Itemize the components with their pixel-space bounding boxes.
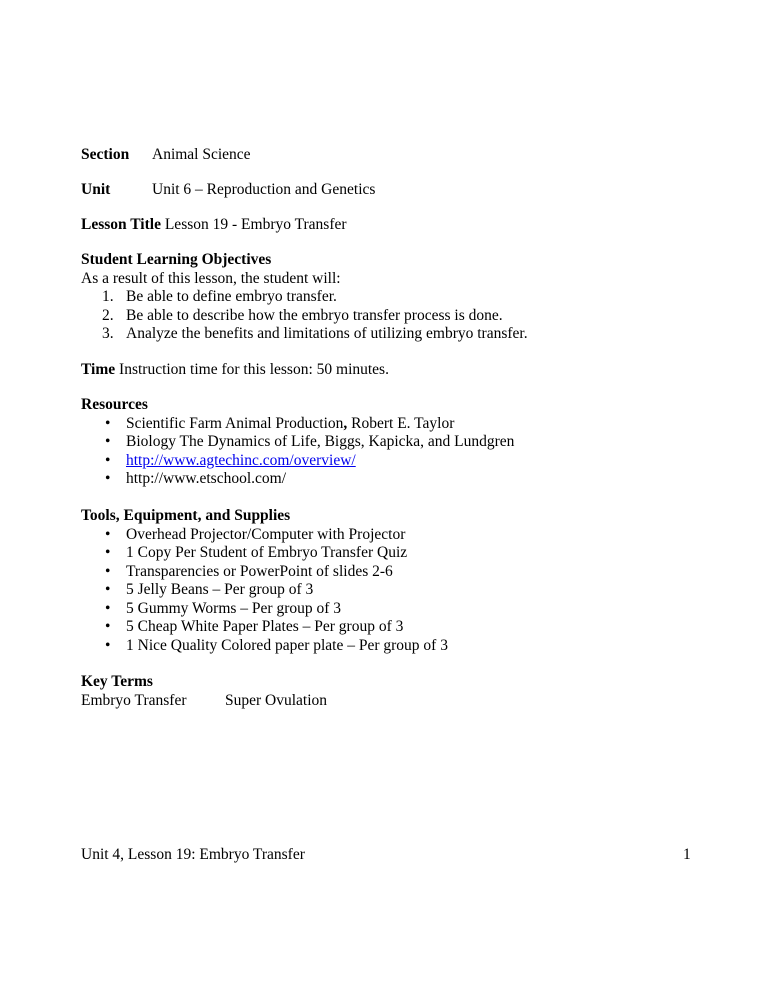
unit-row xyxy=(81,181,376,200)
key-terms-row xyxy=(81,691,328,711)
resources-section xyxy=(81,396,514,489)
tool-text: 1 Copy Per Student of Embryo Transfer Quiz xyxy=(126,544,408,561)
tools-section xyxy=(81,507,448,655)
objective-text: Analyze the benefits and limitations of utilizing embryo transfer. xyxy=(126,325,528,342)
bullet-icon: • xyxy=(105,414,111,432)
resource-text: Biology The Dynamics of Life, Biggs, Kapicka, and Lundgren xyxy=(126,433,515,450)
tools-heading: Tools, Equipment, and Supplies xyxy=(81,507,291,524)
objective-text: Be able to define embryo transfer. xyxy=(126,288,337,305)
time-label: Time xyxy=(81,361,116,378)
bullet-icon: • xyxy=(105,636,111,654)
tool-item xyxy=(81,526,448,545)
tool-item xyxy=(81,637,448,656)
tool-item xyxy=(81,581,448,600)
tool-text: Overhead Projector/Computer with Projector xyxy=(126,525,406,543)
section-value: Animal Science xyxy=(152,146,251,163)
tool-text: 5 Cheap White Paper Plates – Per group of 3 xyxy=(126,618,404,635)
resource-text: http://www.etschool.com/ xyxy=(126,470,287,487)
objectives-intro: As a result of this lesson, the student will: xyxy=(81,269,341,287)
bullet-icon: • xyxy=(105,525,111,543)
resource-item xyxy=(81,452,514,471)
tool-item xyxy=(81,563,448,582)
objective-item xyxy=(81,325,528,344)
bullet-icon: • xyxy=(105,581,111,598)
time-text: Instruction time for this lesson: 50 minutes. xyxy=(119,361,389,378)
objective-item xyxy=(81,307,528,326)
resource-item xyxy=(81,470,514,489)
footer-text: Unit 4, Lesson 19: Embryo Transfer xyxy=(81,846,305,863)
bullet-icon: • xyxy=(105,562,111,580)
key-term: Embryo Transfer xyxy=(81,691,187,709)
objective-text: Be able to describe how the embryo transfer process is done. xyxy=(126,306,503,324)
resource-item xyxy=(81,415,514,434)
bullet-icon: • xyxy=(105,544,111,561)
tool-text: Transparencies or PowerPoint of slides 2-6 xyxy=(126,562,393,580)
bullet-icon: • xyxy=(105,433,111,450)
bullet-icon: • xyxy=(105,451,111,469)
key-term: Super Ovulation xyxy=(225,691,328,709)
key-terms-heading: Key Terms xyxy=(81,673,153,690)
unit-label: Unit xyxy=(81,181,111,198)
resource-item xyxy=(81,433,514,452)
bullet-icon: • xyxy=(105,599,111,617)
objectives-section xyxy=(81,251,528,344)
tool-item xyxy=(81,544,448,563)
time-row xyxy=(81,361,389,380)
tool-item xyxy=(81,600,448,619)
tool-text: 5 Gummy Worms – Per group of 3 xyxy=(126,599,342,617)
objective-number: 2. xyxy=(102,306,114,324)
unit-value: Unit 6 – Reproduction and Genetics xyxy=(152,181,376,198)
objective-item xyxy=(81,288,528,307)
resource-title: Scientific Farm Animal Production xyxy=(126,414,344,432)
lesson-title-row xyxy=(81,216,347,235)
tool-text: 1 Nice Quality Colored paper plate – Per group of 3 xyxy=(126,636,448,654)
key-terms-section xyxy=(81,673,328,710)
page-number: 1 xyxy=(683,846,691,863)
resource-separator: , xyxy=(343,414,348,432)
lesson-title-label: Lesson Title xyxy=(81,216,161,233)
resource-author: Robert E. Taylor xyxy=(347,414,455,432)
objective-number: 1. xyxy=(102,288,114,305)
section-row xyxy=(81,146,251,165)
agtechinc-link[interactable]: http://www.agtechinc.com/overview/ xyxy=(126,451,356,469)
bullet-icon: • xyxy=(105,470,111,487)
section-label: Section xyxy=(81,146,130,163)
lesson-title-value: Lesson 19 - Embryo Transfer xyxy=(164,216,347,233)
objectives-heading: Student Learning Objectives xyxy=(81,251,272,268)
bullet-icon: • xyxy=(105,618,111,635)
objective-number: 3. xyxy=(102,325,114,342)
tool-text: 5 Jelly Beans – Per group of 3 xyxy=(126,581,314,598)
tool-item xyxy=(81,618,448,637)
resources-heading: Resources xyxy=(81,396,148,413)
